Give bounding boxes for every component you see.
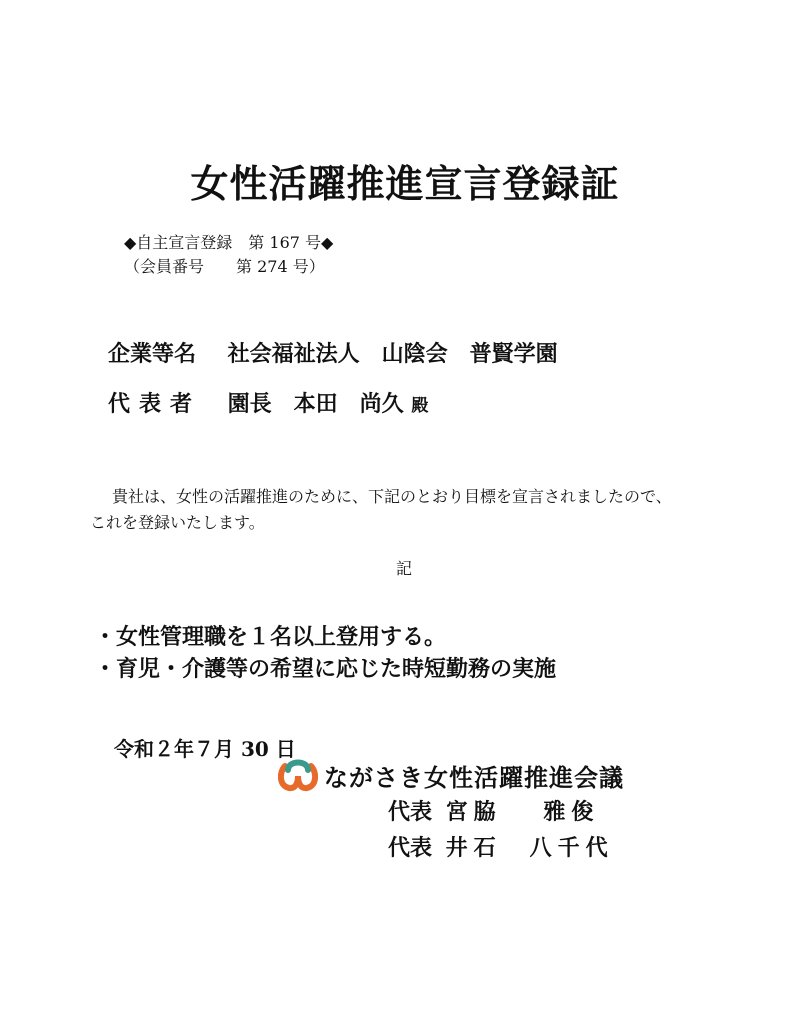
- notation-marker: 記: [396, 559, 413, 578]
- goal-item: ・女性管理職を１名以上登用する。: [94, 624, 447, 650]
- representative-entry: [388, 830, 614, 866]
- company-label: 企業等名: [108, 341, 197, 367]
- company-block: [108, 334, 558, 434]
- certification-text: [90, 484, 672, 536]
- representatives: [388, 794, 614, 866]
- organization-logo-icon: [278, 756, 318, 794]
- issue-date: 令和２年７月 30 日: [114, 737, 296, 761]
- organization-signature: [278, 756, 624, 794]
- member-number: （会員番号 第 274 号）: [124, 257, 325, 276]
- goal-item: ・育児・介護等の希望に応じた時短勤務の実施: [94, 656, 557, 682]
- representative-row: [108, 384, 558, 434]
- representative-label: 代表者: [108, 391, 202, 417]
- honorific: 殿: [411, 396, 429, 416]
- representative-name: 園長 本田 尚久: [227, 391, 404, 417]
- goals-list: [94, 621, 556, 685]
- certification-line-1: 貴社は、女性の活躍推進のために、下記のとおり目標を宣言されましたので、: [112, 487, 672, 506]
- registration-number: ◆自主宣言登録 第 167 号◆: [124, 233, 334, 252]
- rep-name: 井石 八千代: [445, 835, 614, 861]
- company-name-row: [108, 334, 558, 384]
- company-name: 社会福祉法人 山陰会 普賢学園: [227, 341, 558, 367]
- rep-role: 代表: [388, 799, 433, 825]
- organization-name: ながさき女性活躍推進会議: [324, 763, 624, 792]
- certification-line-2: これを登録いたします。: [90, 513, 265, 532]
- document-title: 女性活躍推進宣言登録証: [190, 161, 620, 206]
- rep-role: 代表: [388, 835, 433, 861]
- representative-entry: [388, 794, 614, 830]
- registration-info: [124, 231, 333, 279]
- rep-name: 宮脇 雅俊: [445, 799, 600, 825]
